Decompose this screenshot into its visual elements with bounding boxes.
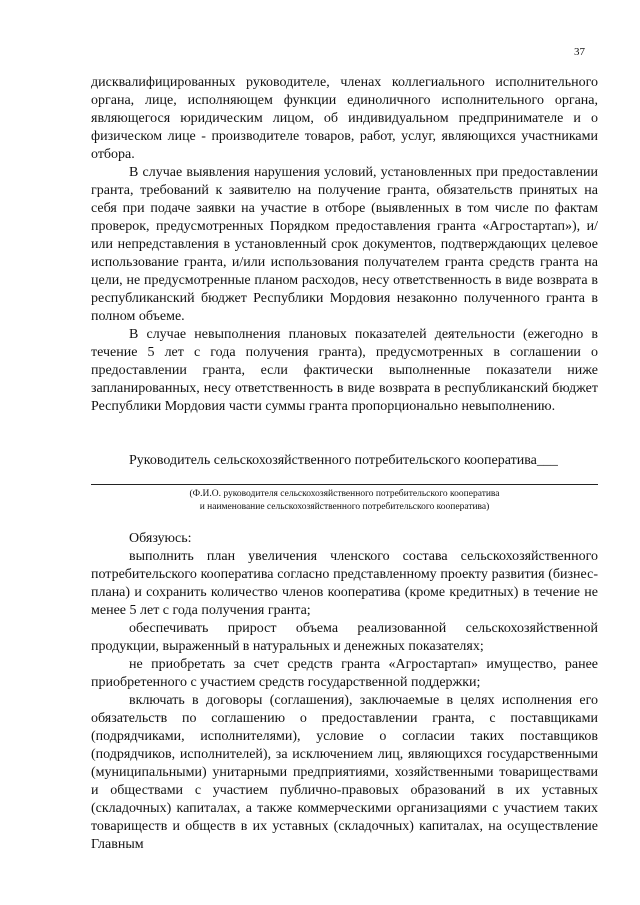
paragraph-plan-nonfulfillment: В случае невыполнения плановых показателей деятельности (ежегодно в течение 5 лет с года получения гранта), предусмотренных в соглашении о предоставлении гранта, если фактически выполненные показатели ниже запланированных, несу ответственность в виде возврата в республиканский бюджет Республики Мордовия части суммы гранта пропорционально невыполнению. [91,327,598,414]
signature-caption [91,488,598,514]
signature-block [91,452,598,470]
signature-line [91,484,598,485]
obligation-contract-terms: включать в договоры (соглашения), заключаемые в целях исполнения его обязательств по соглашению о предоставлении гранта, с поставщиками (подрядчиками, исполнителями), условие о согласии таких поставщиков (подрядчиков, исполнителей), за исключением лиц, являющихся государственными (муниципальными) унитарными предприятиями, хозяйственными товариществами и обществами с участием публично-правовых образований в их уставных (складочных) капиталах, а также коммерческими организациями с участием таких товариществ и обществ в их уставных (складочных) капиталах, на осуществление Главным [91,693,598,852]
obligation-sales-growth: обеспечивать прирост объема реализованной сельскохозяйственной продукции, выраженный в натуральных и денежных показателях; [91,621,598,654]
paragraph-disqualified-persons: дисквалифицированных руководителе, членах коллегиального исполнительного органа, лице, исполняющем функции единоличного исполнительного органа, являющегося юридическим лицом, об индивидуальном предпринимателе и о физическом лице - производителе товаров, работ, услуг, являющихся участниками отбора. [91,75,598,162]
signature-label: Руководитель сельскохозяйственного потребительского кооператива___ [129,453,558,468]
obligations-section [91,530,598,854]
page-number: 37 [574,46,585,58]
liability-section [91,74,598,416]
obligations-heading: Обязуюсь: [129,531,192,546]
paragraph-violation-liability: В случае выявления нарушения условий, установленных при предоставлении гранта, требований к заявителю на получение гранта, обязательств принятых на себя при подаче заявки на участие в отборе (выявленных в том числе по фактам проверок, предусмотренных Порядком предоставления гранта «Агростартап»), и/или непредставления в установленный срок документов, подтверждающих целевое использование гранта, и/или использования получателем гранта средств гранта на цели, не предусмотренные планом расходов, несу ответственность в виде возврата в республиканский бюджет Республики Мордовия незаконно полученного гранта в полном объеме. [91,165,598,324]
obligation-membership: выполнить план увеличения членского состава сельскохозяйственного потребительского кооператива согласно представленному проекту развития (бизнес-плана) и сохранить количество членов кооператива (кроме кредитных) в течение не менее 5 лет с года получения гранта; [91,549,598,618]
caption-line-1: (Ф.И.О. руководителя сельскохозяйственного потребительского кооператива [189,489,500,499]
obligation-no-duplicate-purchase: не приобретать за счет средств гранта «Агростартап» имущество, ранее приобретенного с участием средств государственной поддержки; [91,657,598,690]
caption-line-2: и наименование сельскохозяйственного потребительского кооператива) [199,502,490,512]
